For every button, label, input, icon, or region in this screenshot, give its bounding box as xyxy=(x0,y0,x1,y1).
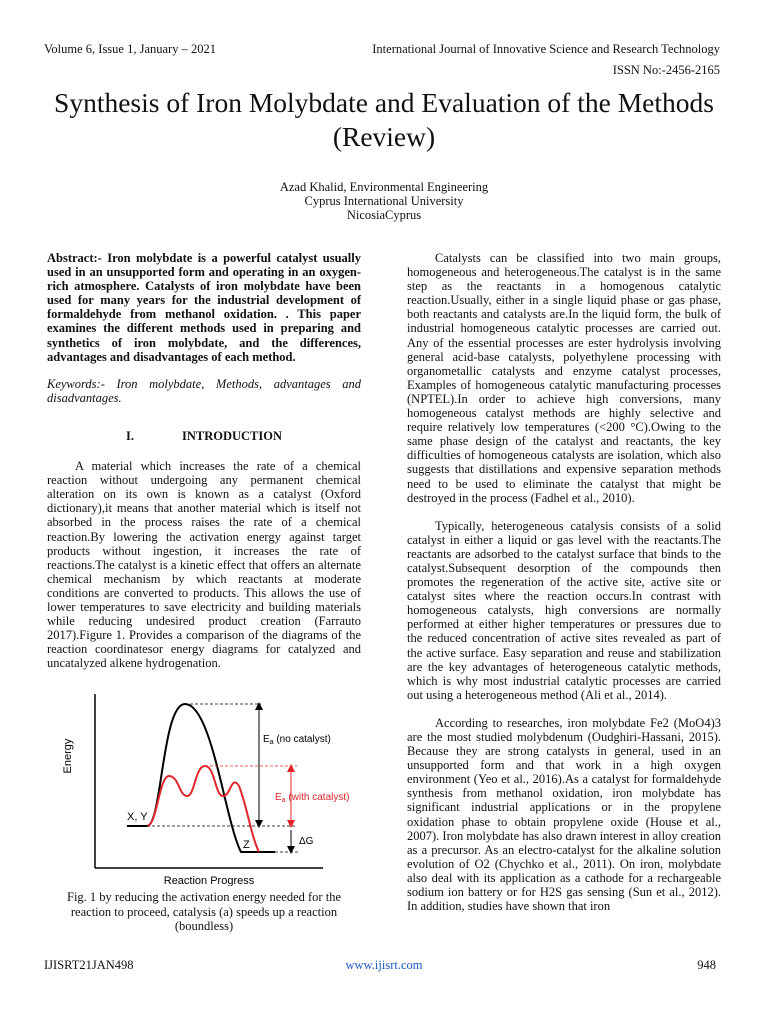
ea-uncat-e: E xyxy=(263,734,270,746)
ea-cat-arrowhead-top xyxy=(287,764,295,772)
ea-cat-sub: a xyxy=(281,797,286,805)
header-issn: ISSN No:-2456-2165 xyxy=(612,63,720,77)
keywords: Keywords:- Iron molybdate, Methods, advantages and disadvantages. xyxy=(47,376,361,405)
ea-uncat-label xyxy=(263,734,331,746)
author-location: NicosiaCyprus xyxy=(346,208,422,222)
product-label: Z xyxy=(243,839,250,852)
uncatalyzed-curve xyxy=(127,704,275,852)
delta-g-arrowhead xyxy=(287,846,295,854)
author-name: Azad Khalid, Environmental Engineering xyxy=(279,180,489,194)
section-title: INTRODUCTION xyxy=(181,428,282,443)
right-column xyxy=(407,251,721,913)
header-journal: International Journal of Innovative Science and Research Technology xyxy=(372,42,720,56)
ea-cat-arrowhead-bottom xyxy=(287,820,295,828)
header-volume: Volume 6, Issue 1, January – 2021 xyxy=(44,42,216,56)
reactant-label: X, Y xyxy=(127,811,148,824)
ea-uncat-sub: a xyxy=(269,739,274,747)
paragraph-catalyst-classification: Catalysts can be classified into two main groups, homogeneous and heterogeneous.The catalyst is in the same step as the reactants in a homogenous catalytic reaction.Usually, either in a single liquid phase or gas phase, both reactants and catalysts are.In the liquid form, the bulk of industrial homogeneous catalytic processes are carried out. Any of the essential processes are ester hydrolysis involving general acid-base catalysts, polyethylene processing with organometallic catalysts and enzyme catalyst processes, Examples of homogeneous catalytic manufacturing processes (NPTEL).In order to achieve high conversions, many homogeneous catalyst methods are highly selective and require relatively low temperatures (<200 °C).Owing to the same phase design of the catalyst and reactants, the key difficulties of homogeneous catalysts are isolation, which also suggests that distillations and expensive separation methods need to be used to eliminate the catalyst that might be destroyed in the process (Fadhel et al., 2010). xyxy=(407,251,721,505)
y-axis-label: Energy xyxy=(62,739,74,774)
ea-uncat-arrowhead-top xyxy=(255,702,263,710)
author-affiliation: Cyprus International University xyxy=(304,194,464,208)
ea-cat-e: E xyxy=(275,792,282,804)
paragraph-iron-molybdate: According to researches, iron molybdate Fe2 (MoO4)3 are the most studied molybdenum (Oudghiri-Hassani, 2015). Because they are strong catalysts in general, used in an unsupported form and that work in a high oxygen environment (Yeo et al., 2016).As a catalyst for formaldehyde synthesis from methanol oxidation, iron molybdate has significant industrial applications or in the propylene oxidation phase to obtain propylene oxide (House et al., 2007). Iron molybdate has also drawn interest in alloy creation as a precursor. As an electro-catalyst for the alkaline solution evolution of O2 (Chychko et al., 2011). On iron, molybdate also deal with its application as a cathode for a rechargeable sodium ion battery or for H2S gas sensing (Sun et al., 2012). In addition, studies have shown that iron xyxy=(407,715,721,914)
figure-caption: Fig. 1 by reducing the activation energy needed for the reaction to proceed, catalysis (a) speeds up a reaction (boundless) xyxy=(67,890,341,933)
energy-diagram-figure xyxy=(47,686,361,886)
left-column xyxy=(47,251,361,933)
paragraph-heterogeneous-catalysis: Typically, heterogeneous catalysis consists of a solid catalyst in either a liquid or gas level with the reactants.The reactants are adsorbed to the catalyst surface that binds to the catalyst.Subsequent desorption of the compounds then promotes the regeneration of the active site, active site or catalyst sites where the reaction occurs.In contrast with homogeneous catalysts, high conversions are normally performed at either higher temperatures or pressures due to the reduced concentration of active sites revealed as part of the active surface. Easy separation and reuse and stabilization are the key advantages of heterogeneous catalytic methods, which is why most industrial catalytic processes are carried out using a heterogeneous method (Ali et al., 2014). xyxy=(407,518,721,702)
abstract: Abstract:- Iron molybdate is a powerful catalyst usually used in an unsupported form and operating in an oxygen-rich atmosphere. Catalysts of iron molybdate have been used for many years for the industrial development of formaldehyde from methanol oxidation. . This paper examines the different methods used in preparing and synthetics of iron molybdate, and the differences, advantages and disadvantages of each method. xyxy=(47,251,361,364)
energy-diagram xyxy=(47,686,361,886)
x-axis-label: Reaction Progress xyxy=(163,875,255,887)
section-number: I. xyxy=(125,428,134,443)
footer-url-link[interactable]: www.ijisrt.com xyxy=(345,958,423,972)
footer-code: IJISRT21JAN498 xyxy=(44,958,134,972)
author-block xyxy=(0,180,768,222)
footer-page-number: 948 xyxy=(697,958,716,972)
ea-cat-rest: (with catalyst) xyxy=(285,792,350,804)
intro-paragraph: A material which increases the rate of a chemical reaction without undergoing any permanent chemical alteration on its own is known as a catalyst (Oxford dictionary),it means that another material which is itself not absorbed in the process raises the rate of a chemical reaction.By lowering the activation energy against target products without ingestion, it increases the rate of reactions.The catalyst is a kinetic effect that offers an alternate chemical mechanism by which reactants at moderate conditions are converted to products. This allows the use of lower temperatures to save electricity and building materials while reducing undesired product creation (Farrauto 2017).Figure 1. Provides a comparison of the diagrams of the reaction coordinatesor energy diagrams for catalyzed and uncatalyzed alkene hydrogenation. xyxy=(47,459,361,671)
ea-uncat-arrowhead-bottom xyxy=(255,820,263,828)
paper-title: Synthesis of Iron Molybdate and Evaluation of the Methods (Review) xyxy=(54,87,714,152)
ea-uncat-rest: (no catalyst) xyxy=(273,734,331,746)
delta-g-label: ΔG xyxy=(299,836,314,848)
section-heading-introduction xyxy=(47,429,361,443)
ea-cat-label xyxy=(275,792,349,804)
